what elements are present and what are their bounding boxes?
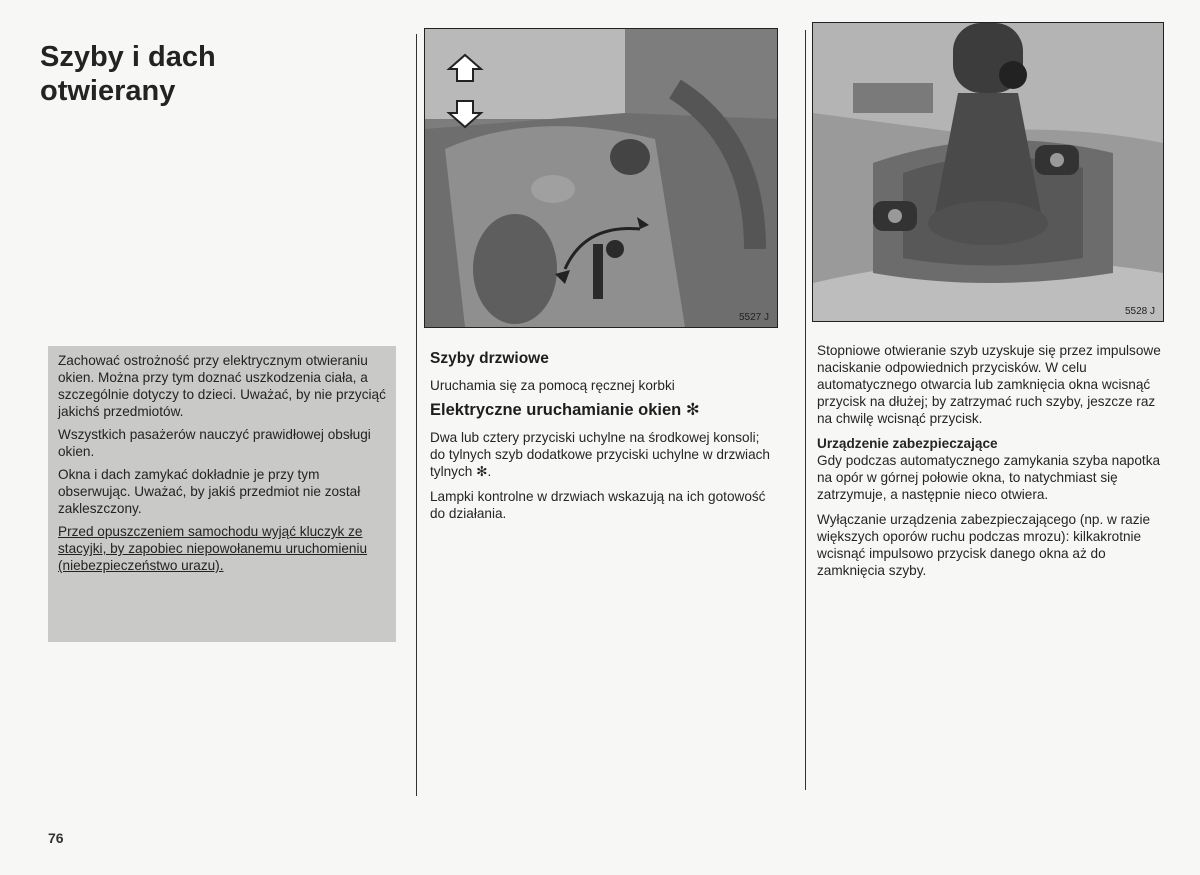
right-column	[817, 342, 1162, 587]
text-buttons: Dwa lub cztery przyciski uchylne na środkowej konsoli; do tylnych szyb dodatkowe przyciski uchylne w drzwiach tylnych ✻.	[430, 430, 770, 479]
column-divider-left	[416, 34, 417, 796]
warning-box	[48, 346, 396, 642]
figure-code-1: 5527 J	[738, 312, 769, 323]
heading-safety-device: Urządzenie zabezpieczające	[817, 436, 998, 451]
text-gradual-opening: Stopniowe otwieranie szyb uzyskuje się przez impulsowe naciskanie odpowiednich przycisków. W celu automatycznego otwarcia lub zamknięcia okna wcisnąć przycisk na dłużej; by zatrzymać ruch szyby, jeszcze raz na chwilę wcisnąć przycisk.	[817, 343, 1161, 426]
text-manual-crank: Uruchamia się za pomocą ręcznej korbki	[430, 378, 675, 393]
warning-paragraph-4: Przed opuszczeniem samochodu wyjąć kluczyk ze stacyjki, by zapobiec niepowołanemu uruchomieniu (niebezpieczeństwo urazu).	[58, 524, 368, 573]
title-line-2: otwierany	[40, 75, 176, 107]
page-title	[40, 40, 380, 108]
door-crank-illustration	[425, 29, 777, 327]
warning-paragraph-3: Okna i dach zamykać dokładnie je przy tym obserwując. Uważać, by jakiś przedmiot nie został zakleszczony.	[58, 467, 361, 516]
heading-electric-windows: Elektryczne uruchamianie okien ✻	[430, 401, 700, 419]
page-number: 76	[48, 830, 64, 846]
text-lamps: Lampki kontrolne w drzwiach wskazują na ich gotowość do działania.	[430, 489, 766, 521]
figure-console-buttons	[812, 22, 1164, 322]
middle-column	[430, 350, 775, 530]
text-safety-device: Gdy podczas automatycznego zamykania szyba napotka na opór w górnej połowie okna, to natychmiast się zatrzymuje, a następnie nieco otwiera.	[817, 453, 1161, 502]
title-line-1: Szyby i dach	[40, 41, 216, 73]
figure-code-2: 5528 J	[1124, 306, 1155, 317]
text-disable-safety: Wyłączanie urządzenia zabezpieczającego (np. w razie większych oporów ruchu podczas mrozu): kilkakrotnie wcisnąć impulsowo przycisk danego okna aż do zamknięcia szyby.	[817, 512, 1151, 578]
figure-door-crank	[424, 28, 778, 328]
heading-door-windows: Szyby drzwiowe	[430, 350, 549, 367]
console-buttons-illustration	[813, 23, 1163, 321]
warning-paragraph-2: Wszystkich pasażerów nauczyć prawidłowej obsługi okien.	[58, 427, 371, 459]
warning-paragraph-1: Zachować ostrożność przy elektrycznym otwieraniu okien. Można przy tym doznać uszkodzenia ciała, a szczególnie dotyczy to dzieci. Uważać, by nie przyciąć jakichś przedmiotów.	[58, 353, 386, 419]
column-divider-right	[805, 30, 806, 790]
